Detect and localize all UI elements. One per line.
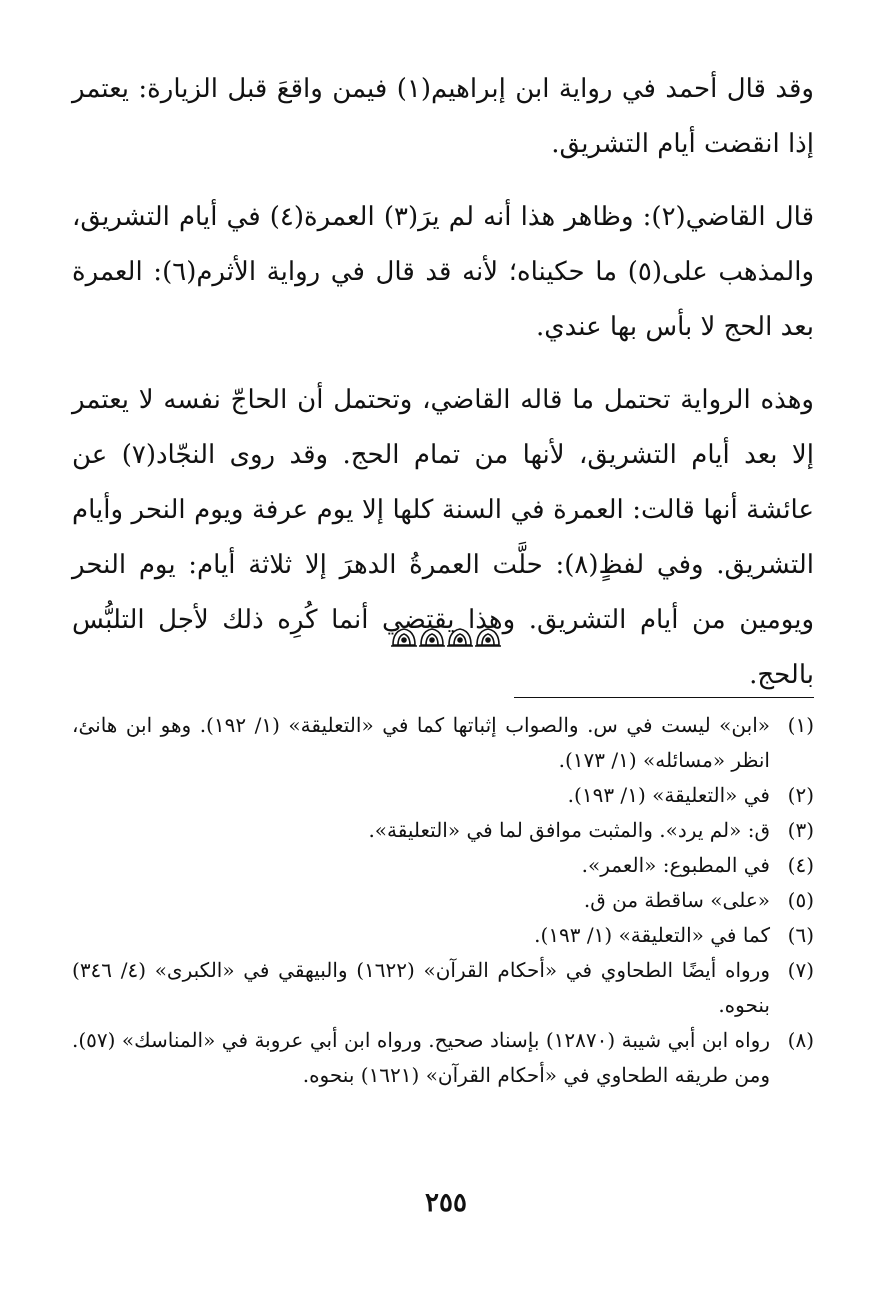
- footnote-1: [72, 708, 814, 778]
- page-number: ٢٥٥: [425, 1188, 467, 1218]
- footnote-text: ق: «لم يرد». والمثبت موافق لما في «التعليقة».: [368, 818, 770, 842]
- paragraph-2: قال القاضي(٢): وظاهر هذا أنه لم يرَ(٣) العمرة(٤) في أيام التشريق، والمذهب على(٥) ما حكيناه؛ لأنه قد قال في رواية الأثرم(٦): العمرة بعد الحج لا بأس بها عندي.: [72, 202, 815, 342]
- footnote-7: [72, 953, 814, 1023]
- footnote-text: ورواه أيضًا الطحاوي في «أحكام القرآن» (١٦٢٢) والبيهقي في «الكبرى» (٤/ ٣٤٦) بنحوه.: [72, 958, 770, 1017]
- footnote-text: في المطبوع: «العمر».: [581, 853, 770, 877]
- footnote-number: (١): [787, 713, 814, 737]
- footnote-number: (٤): [787, 853, 814, 877]
- footnote-text: رواه ابن أبي شيبة (١٢٨٧٠) بإسناد صحيح. ورواه ابن أبي عروبة في «المناسك» (٥٧). ومن طريقه الطحاوي في «أحكام القرآن» (١٦٢١) بنحوه.: [72, 1028, 771, 1087]
- footnote-separator: [514, 697, 814, 698]
- floral-divider-icon: [390, 625, 502, 649]
- footnote-number: (٣): [787, 818, 814, 842]
- footnote-number: (٥): [787, 888, 814, 912]
- footnote-number: (٧): [787, 958, 814, 982]
- footnote-8: [72, 1023, 814, 1093]
- main-text: [72, 62, 814, 703]
- paragraph-1: وقد قال أحمد في رواية ابن إبراهيم(١) فيمن واقعَ قبل الزيارة: يعتمر إذا انقضت أيام التشريق.: [72, 74, 814, 159]
- footnote-number: (٢): [787, 783, 814, 807]
- footnote-3: [72, 813, 814, 848]
- section-divider: [0, 625, 892, 653]
- paragraph-3: وهذه الرواية تحتمل ما قاله القاضي، وتحتمل أن الحاجّ نفسه لا يعتمر إلا بعد أيام التشريق، لأنها من تمام الحج. وقد روى النجّاد(٧) عن عائشة أنها قالت: العمرة في السنة كلها إلا يوم عرفة ويوم النحر وأيام التشريق. وفي لفظٍ(٨): حلَّت العمرةُ الدهرَ إلا ثلاثة أيام: يوم النحر ويومين من أيام التشريق. وهذا يقتضي أنما كُرِه ذلك لأجل التلبُّس بالحج.: [72, 385, 814, 690]
- footnotes-list: [72, 708, 814, 1093]
- footnote-text: كما في «التعليقة» (١/ ١٩٣).: [534, 923, 770, 947]
- footnote-text: «على» ساقطة من ق.: [583, 888, 770, 912]
- footnote-number: (٨): [787, 1028, 814, 1052]
- footnote-text: «ابن» ليست في س. والصواب إثباتها كما في «التعليقة» (١/ ١٩٢). وهو ابن هانئ، انظر «مسائله» (١/ ١٧٣).: [72, 713, 770, 772]
- footnote-number: (٦): [787, 923, 814, 947]
- footnote-text: في «التعليقة» (١/ ١٩٣).: [567, 783, 770, 807]
- footnote-2: [72, 778, 814, 813]
- footnote-5: [72, 883, 814, 918]
- footnote-6: [72, 918, 814, 953]
- footnote-4: [72, 848, 814, 883]
